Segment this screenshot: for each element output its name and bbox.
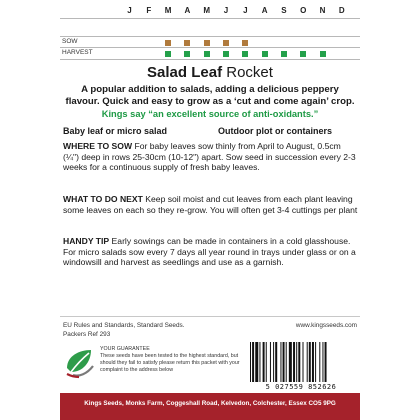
sow-month-cell (184, 40, 190, 46)
barcode-bar (252, 342, 254, 382)
section-heading: HANDY TIP (63, 236, 110, 246)
section-text: Keep soil moist and cut leaves from each plant leaving some leaves on each so they re-grow. You will often get 3-4 cuttings per plant (63, 194, 358, 215)
section-what-to-do-next (63, 194, 359, 215)
harv-month-cell (204, 51, 210, 57)
month-3: M (164, 6, 172, 15)
harv-month-cell (242, 51, 248, 57)
guarantee-text: These seeds have been tested to the highest standard, but should they fail to satisfy please return this packet with your complaint to the address below (100, 353, 240, 373)
barcode-image (246, 340, 356, 388)
barcode-bar (250, 342, 251, 382)
month-1: J (127, 6, 132, 15)
title-bold: Salad Leaf (147, 64, 223, 81)
barcode-bar (315, 342, 316, 382)
month-12: D (338, 6, 345, 15)
seed-packet-back (60, 0, 360, 420)
section-text: Early sowings can be made in containers in a cold glasshouse. For micro salads sow every 7 days all year round in trays under glass or on a windowsill and harvest as seedlings and use as a garnish. (63, 236, 356, 268)
leaf-logo-icon (63, 346, 97, 380)
eu-standards (63, 322, 185, 339)
barcode-number: 5 027559 852626 (265, 383, 337, 391)
barcode-bar (289, 342, 292, 382)
harv-month-cell (320, 51, 326, 57)
barcode-bar (307, 342, 308, 382)
month-8: A (261, 6, 268, 15)
intro-line-1: A popular addition to salads, adding a delicious peppery (81, 84, 339, 95)
tag-outdoor: Outdoor plot or containers (218, 126, 332, 136)
footer-divider (60, 316, 360, 317)
sow-month-cell (223, 40, 229, 46)
barcode-bar (303, 342, 304, 382)
month-11: N (319, 6, 326, 15)
section-text: For baby leaves sow thinly from April to August, 0.5cm (¼") deep in rows 25-30cm (10-12") apart. Sow seed in succession every 2-3 weeks for a continuous supply of fresh baby leaves. (63, 141, 356, 173)
barcode-bar (283, 342, 285, 382)
intro-text (60, 84, 360, 108)
barcode-bar (259, 342, 260, 382)
barcode-bar (255, 342, 258, 382)
harv-month-cell (165, 51, 171, 57)
month-4: A (184, 6, 191, 15)
barcode-bar (273, 342, 274, 382)
barcode-bar (293, 342, 295, 382)
kings-quote: Kings say “an excellent source of anti-oxidants.” (101, 109, 319, 119)
barcode-bar (309, 342, 311, 382)
section-where-to-sow (63, 141, 359, 173)
product-title (60, 64, 360, 81)
month-6: J (223, 6, 229, 15)
barcode-bar (319, 342, 320, 382)
month-7: J (243, 6, 248, 15)
address-text: Kings Seeds, Monks Farm, Coggeshall Road, Kelvedon, Colchester, Essex CO5 9PG (84, 400, 336, 407)
month-5: M (203, 6, 211, 15)
guarantee-title: YOUR GUARANTEE (100, 346, 150, 352)
sow-month-cell (204, 40, 210, 46)
barcode-bar (263, 342, 265, 382)
address-band (60, 393, 360, 420)
barcode-bar (298, 342, 300, 382)
sow-month-cell (242, 40, 248, 46)
calendar-divider (60, 18, 360, 19)
barcode-bar (266, 342, 267, 382)
harv-month-cell (281, 51, 287, 57)
harv-month-cell (262, 51, 268, 57)
barcode-bar (270, 342, 271, 382)
barcode-bar (280, 342, 281, 382)
calendar-row-harvest (60, 48, 360, 60)
section-heading: WHERE TO SOW (63, 141, 133, 151)
title-plain: Rocket (226, 64, 273, 81)
harv-month-cell (300, 51, 306, 57)
month-9: S (281, 6, 287, 15)
intro-line-2: flavour. Quick and easy to grow as a ‘cut and come again’ crop. (65, 96, 355, 107)
barcode-bar (322, 342, 323, 382)
barcode-bar (325, 342, 327, 382)
eu-line-1: EU Rules and Standards, Standard Seeds. (63, 322, 185, 329)
website-link[interactable]: www.kingsseeds.com (295, 322, 357, 329)
barcode-bar (275, 342, 277, 382)
section-heading: WHAT TO DO NEXT (63, 194, 143, 204)
calendar-month-header (120, 6, 352, 18)
barcode-bar (286, 342, 287, 382)
harv-month-cell (223, 51, 229, 57)
harvest-label: HARVEST (62, 49, 93, 56)
harv-month-cell (184, 51, 190, 57)
month-2: F (146, 6, 152, 15)
barcode-bar (312, 342, 314, 382)
calendar-row-sow (60, 36, 360, 48)
sow-month-cell (165, 40, 171, 46)
tag-baby-leaf: Baby leaf or micro salad (63, 126, 168, 136)
eu-line-2: Packers Ref 293 (63, 330, 111, 338)
sow-label: SOW (62, 38, 78, 45)
section-handy-tip (63, 236, 359, 268)
guarantee-notice (100, 346, 248, 374)
barcode-bar (296, 342, 297, 382)
month-10: O (300, 6, 307, 15)
